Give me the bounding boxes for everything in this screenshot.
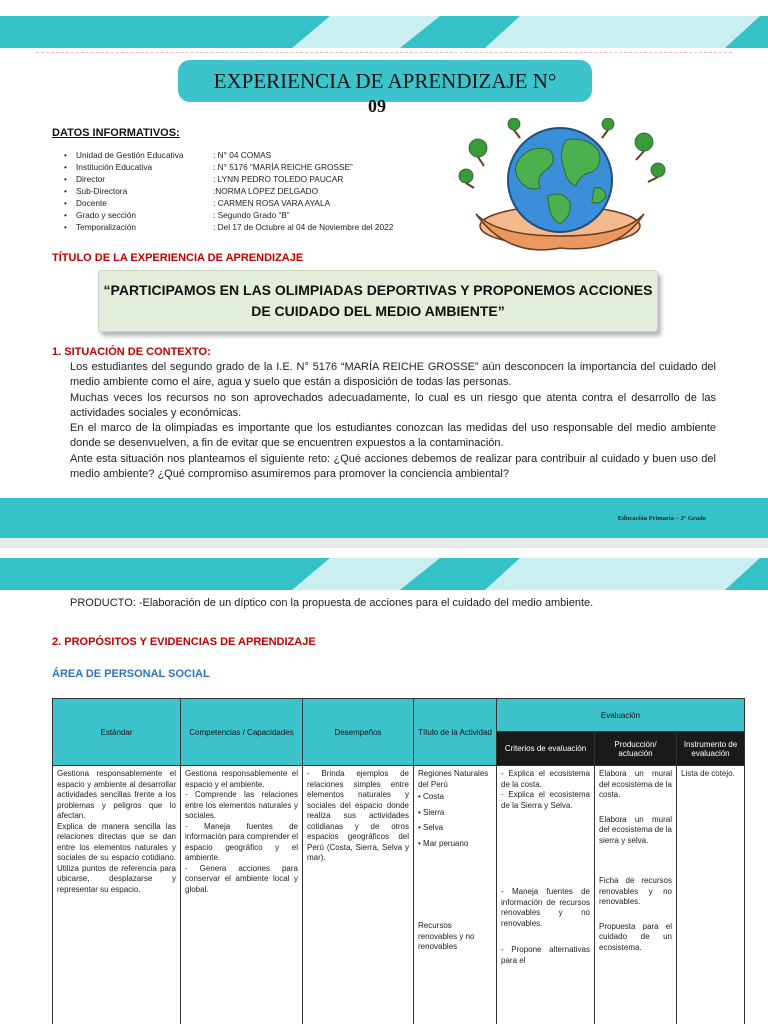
header-desempenos: Desempeños xyxy=(303,699,414,766)
document-page-2 xyxy=(0,548,768,1024)
info-label: Grado y sección xyxy=(76,210,136,220)
desempeno-text: - Brinda ejemplos de relaciones simples entre elementos naturales y sociales del espacio donde realiza sus actividades cotidianas y de otros espacios geográficos del Perú (Costa, Sierra, Selva y mar). xyxy=(307,769,409,862)
capacidad-text: - Maneja fuentes de información para comprender el espacio geográfico y el ambiente. xyxy=(185,821,298,862)
info-value: :NORMA LÓPEZ DELGADO xyxy=(213,186,319,196)
table-row xyxy=(53,766,745,1024)
instrumento-text: Lista de cotejo. xyxy=(681,769,735,778)
datos-heading: DATOS INFORMATIVOS: xyxy=(52,127,180,139)
info-value: : Del 17 de Octubre al 04 de Noviembre del 2022 xyxy=(213,222,394,232)
header-band xyxy=(0,548,768,594)
estandar-text: Gestiona responsablemente el espacio y ambiente al desarrollar actividades sencillas frente a los problemas y peligros que lo afectan. xyxy=(57,769,176,820)
criterio-text: - Maneja fuentes de información de recursos renovables y no renovables. xyxy=(501,887,590,928)
header-produccion: Producción/ actuación xyxy=(595,732,677,766)
info-row: • Sub-Directora :NORMA LÓPEZ DELGADO xyxy=(64,186,319,196)
info-value: : CARMEN ROSA VARA AYALA xyxy=(213,198,331,208)
context-paragraph: Los estudiantes del segundo grado de la I.E. N° 5176 “MARÍA REICHE GROSSE” aún desconocen la importancia del cuidado del medio ambiente como el aire, agua y suelo que están a disposición de todas las personas. xyxy=(70,361,716,389)
info-row: • Temporalización : Del 17 de Octubre al 04 de Noviembre del 2022 xyxy=(64,222,394,232)
header-titulo: Título de la Actividad xyxy=(414,699,497,766)
cell-produccion xyxy=(595,766,677,1024)
titulo-text: Recursos renovables y no renovables xyxy=(418,921,475,951)
experience-number: 09 xyxy=(368,96,386,116)
context-paragraph: Muchas veces los recursos no son aprovechados adecuadamente, lo cual es un riesgo que atenta contra el desarrollo de las actividades sociales y económicas. xyxy=(70,391,716,419)
header-instrumento: Instrumento de evaluación xyxy=(677,732,745,766)
situacion-heading: 1. SITUACIÓN DE CONTEXTO: xyxy=(52,346,211,358)
header-estandar: Estándar xyxy=(53,699,181,766)
titulo-heading: TÍTULO DE LA EXPERIENCIA DE APRENDIZAJE xyxy=(52,252,304,264)
context-paragraph: En el marco de la olimpiadas es importante que los estudiantes conozcan las medidas del uso responsable del medio ambiente donde se desenvuelven, a fin de evitar que se encuentren expuestos a la contaminación. xyxy=(70,422,716,450)
info-list xyxy=(64,149,393,233)
info-label: Temporalización xyxy=(76,222,136,232)
footer-text: Educación Primaria – 2° Grado xyxy=(617,515,706,522)
produccion-text: Propuesta para el cuidado de un ecosistema. xyxy=(599,921,672,952)
produccion-text: Elabora un mural del ecosistema de la sierra y selva. xyxy=(599,814,672,845)
info-label: Docente xyxy=(76,198,107,208)
cell-criterios xyxy=(497,766,595,1024)
info-value: : N° 5176 “MARÍA REICHE GROSSE” xyxy=(213,162,353,172)
cell-competencias xyxy=(181,766,303,1024)
titulo-item: • Costa xyxy=(418,792,444,801)
criterio-text: - Propone alternativas para el xyxy=(501,945,590,965)
criterio-text: - Explica el ecosistema de la costa. xyxy=(501,769,590,789)
produccion-text: Ficha de recursos renovables y no renovables. xyxy=(599,876,672,906)
info-label: Institución Educativa xyxy=(76,162,153,172)
estandar-text: Explica de manera sencilla las relaciones directas que se dan entre los elementos naturales y sociales de su espacio cotidiano. Utiliza puntos de referencia para ubicarse, desplazarse y representar su espacio. xyxy=(57,821,176,894)
criterio-text: - Explica el ecosistema de la Sierra y Selva. xyxy=(501,790,590,810)
header-evaluacion: Evaluación xyxy=(497,699,745,732)
cell-estandar xyxy=(53,766,181,1024)
earth-in-hands-icon xyxy=(448,118,678,258)
info-row: • Docente : CARMEN ROSA VARA AYALA xyxy=(64,198,331,208)
page-separator xyxy=(0,538,768,548)
produccion-text: Elabora un mural del ecosistema de la costa. xyxy=(599,769,672,799)
info-row: • Unidad de Gestión Educativa : N° 04 COMAS xyxy=(64,150,272,160)
context-text xyxy=(70,360,716,482)
project-title-box xyxy=(98,270,658,332)
cell-instrumento xyxy=(677,766,745,1024)
context-paragraph: Ante esta situación nos planteamos el siguiente reto: ¿Qué acciones debemos de realizar para contribuir al cuidado y buen uso del medio ambiente? ¿Qué compromiso asumiremos para promover la conciencia ambiental? xyxy=(70,452,716,481)
info-row: • Director : LYNN PEDRO TOLEDO PAUCAR xyxy=(64,174,344,184)
titulo-item: • Mar peruano xyxy=(418,838,469,848)
project-title-line: DE CUIDADO DEL MEDIO AMBIENTE” xyxy=(251,303,505,319)
info-row: • Institución Educativa : N° 5176 “MARÍA REICHE GROSSE” xyxy=(64,162,353,172)
experience-title: EXPERIENCIA DE APRENDIZAJE N° xyxy=(178,60,592,102)
propositos-heading: 2. PROPÓSITOS Y EVIDENCIAS DE APRENDIZAJE xyxy=(52,636,316,648)
competencies-table xyxy=(52,698,745,1024)
info-label: Sub-Directora xyxy=(76,186,128,196)
info-label: Unidad de Gestión Educativa xyxy=(76,150,184,160)
titulo-item: • Sierra xyxy=(418,807,445,817)
cell-titulo xyxy=(414,766,497,1024)
capacidad-text: - Genera acciones para conservar el ambiente local y global. xyxy=(185,863,298,894)
footer-band xyxy=(0,498,768,538)
info-value: : N° 04 COMAS xyxy=(213,150,272,160)
cell-desempenos xyxy=(303,766,414,1024)
competencia-text: Gestiona responsablemente el espacio y el ambiente. xyxy=(185,769,298,789)
info-value: : Segundo Grado “B” xyxy=(213,210,290,220)
producto-text: PRODUCTO: -Elaboración de un díptico con la propuesta de acciones para el cuidado del medio ambiente. xyxy=(70,597,594,609)
info-row: • Grado y sección : Segundo Grado “B” xyxy=(64,210,290,220)
header-competencias: Competencias / Capacidades xyxy=(181,699,303,766)
info-value: : LYNN PEDRO TOLEDO PAUCAR xyxy=(213,174,344,184)
page-border xyxy=(36,52,732,53)
info-label: Director xyxy=(76,174,106,184)
area-heading: ÁREA DE PERSONAL SOCIAL xyxy=(52,668,210,680)
header-criterios: Criterios de evaluación xyxy=(497,732,595,766)
header-band xyxy=(0,0,768,52)
capacidad-text: - Comprende las relaciones entre los elementos naturales y sociales. xyxy=(185,790,298,820)
titulo-item: • Selva xyxy=(418,823,444,832)
project-title-line: “PARTICIPAMOS EN LAS OLIMPIADAS DEPORTIVAS Y PROPONEMOS ACCIONES xyxy=(103,282,653,298)
titulo-text: Regiones Naturales del Perú xyxy=(418,769,489,789)
